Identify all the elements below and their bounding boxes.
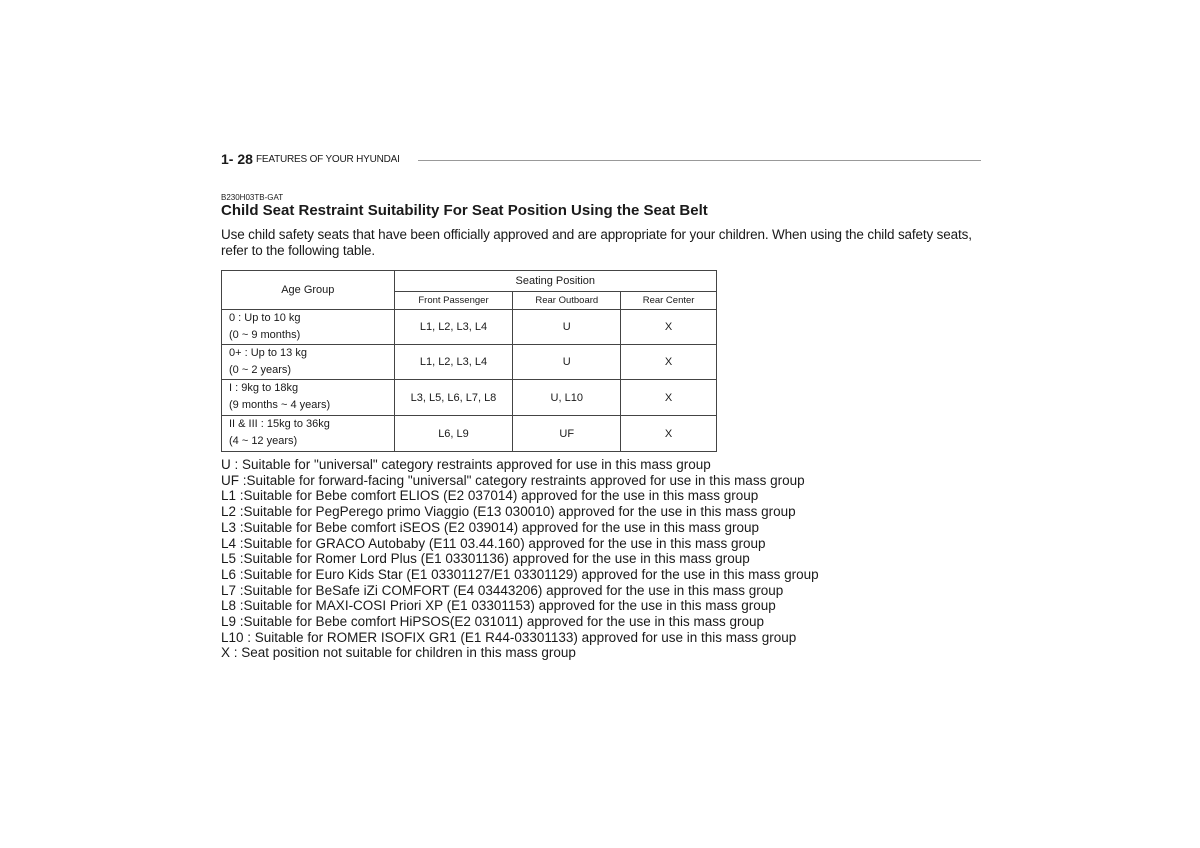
legend-item: L10 : Suitable for ROMER ISOFIX GR1 (E1 R44-03301133) approved for use in this mass group xyxy=(221,629,797,645)
legend-item: L4 :Suitable for GRACO Autobaby (E11 03.44.160) approved for the use in this mass group xyxy=(221,535,766,551)
table-row xyxy=(222,345,717,380)
age-period: (4 ~ 12 years) xyxy=(229,435,298,447)
document-code: B230H03TB-GAT xyxy=(221,193,284,202)
legend-item: L8 :Suitable for MAXI-COSI Priori XP (E1 03301153) approved for the use in this mass group xyxy=(221,598,776,614)
page-title: Child Seat Restraint Suitability For Seat Position Using the Seat Belt xyxy=(221,202,708,219)
rear-outboard-cell: U xyxy=(513,310,621,345)
rear-outboard-cell: UF xyxy=(513,416,621,452)
age-cell xyxy=(222,345,395,380)
table-row xyxy=(222,380,717,416)
front-passenger-cell: L1, L2, L3, L4 xyxy=(394,345,513,380)
age-cell xyxy=(222,310,395,345)
legend-item: L6 :Suitable for Euro Kids Star (E1 03301127/E1 03301129) approved for the use in this mass group xyxy=(221,566,819,582)
rear-center-cell: X xyxy=(621,380,717,416)
table-row xyxy=(222,310,717,345)
legend-item: L1 :Suitable for Bebe comfort ELIOS (E2 037014) approved for the use in this mass group xyxy=(221,488,759,504)
col-front-passenger: Front Passenger xyxy=(394,292,513,310)
rear-outboard-cell: U xyxy=(513,345,621,380)
age-range: 0 : Up to 10 kg xyxy=(229,312,301,324)
seating-position-header: Seating Position xyxy=(394,271,716,292)
page-header xyxy=(221,151,981,171)
age-group-header: Age Group xyxy=(222,271,395,310)
age-period: (9 months ~ 4 years) xyxy=(229,399,331,411)
legend-item: X : Seat position not suitable for children in this mass group xyxy=(221,645,576,661)
intro-paragraph: Use child safety seats that have been officially approved and are appropriate for your children. When using the child safety seats, refer to the following table. xyxy=(221,227,972,258)
col-rear-outboard: Rear Outboard xyxy=(513,292,621,310)
age-range: 0+ : Up to 13 kg xyxy=(229,347,307,359)
age-cell xyxy=(222,416,395,452)
suitability-table xyxy=(221,270,717,452)
age-range: II & III : 15kg to 36kg xyxy=(229,418,330,430)
front-passenger-cell: L1, L2, L3, L4 xyxy=(394,310,513,345)
legend-item: U : Suitable for "universal" category restraints approved for use in this mass group xyxy=(221,457,711,472)
legend-item: L9 :Suitable for Bebe comfort HiPSOS(E2 031011) approved for the use in this mass group xyxy=(221,614,765,630)
legend-item: L3 :Suitable for Bebe comfort iSEOS (E2 039014) approved for the use in this mass group xyxy=(221,519,760,535)
rear-center-cell: X xyxy=(621,310,717,345)
legend-item: L2 :Suitable for PegPerego primo Viaggio (E13 030010) approved for the use in this mass group xyxy=(221,504,796,520)
front-passenger-cell: L6, L9 xyxy=(394,416,513,452)
age-range: I : 9kg to 18kg xyxy=(229,382,299,394)
legend-item: UF :Suitable for forward-facing "universal" category restraints approved for use in this mass group xyxy=(221,472,805,488)
rear-center-cell: X xyxy=(621,345,717,380)
legend-item: L7 :Suitable for BeSafe iZi COMFORT (E4 03443206) approved for the use in this mass group xyxy=(221,582,784,598)
header-divider xyxy=(418,160,981,161)
legend-list xyxy=(221,457,819,661)
legend-item: L5 :Suitable for Romer Lord Plus (E1 03301136) approved for the use in this mass group xyxy=(221,551,750,567)
front-passenger-cell: L3, L5, L6, L7, L8 xyxy=(394,380,513,416)
col-rear-center: Rear Center xyxy=(621,292,717,310)
age-cell xyxy=(222,380,395,416)
age-period: (0 ~ 2 years) xyxy=(229,364,292,376)
rear-center-cell: X xyxy=(621,416,717,452)
table-row xyxy=(222,416,717,452)
age-period: (0 ~ 9 months) xyxy=(229,329,301,341)
rear-outboard-cell: U, L10 xyxy=(513,380,621,416)
section-title: FEATURES OF YOUR HYUNDAI xyxy=(256,154,400,165)
page-number: 1- 28 xyxy=(221,151,253,167)
